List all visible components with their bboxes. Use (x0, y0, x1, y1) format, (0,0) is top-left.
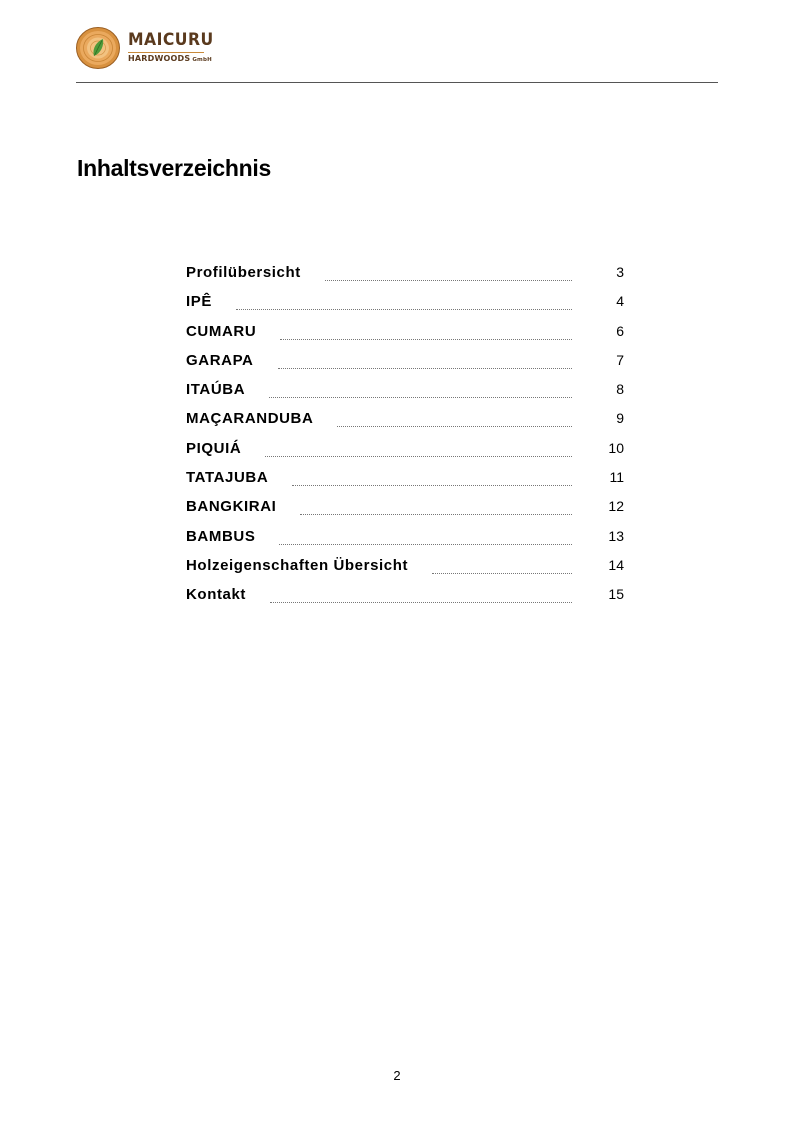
toc-dot-leader (292, 485, 572, 486)
page-header (76, 27, 718, 83)
toc-dot-leader (278, 368, 573, 369)
toc-dot-leader (236, 309, 572, 310)
toc-entry-page: 10 (608, 439, 624, 456)
toc-entry[interactable] (186, 381, 624, 410)
toc-entry-page: 11 (609, 469, 624, 486)
header-divider (76, 82, 718, 83)
toc-dot-leader (269, 397, 572, 398)
toc-dot-leader (432, 573, 572, 574)
toc-entry[interactable] (186, 469, 624, 498)
toc-entry[interactable] (186, 293, 624, 322)
company-logo (76, 27, 221, 69)
toc-entry-page: 4 (616, 293, 624, 310)
page-title: Inhaltsverzeichnis (77, 155, 272, 181)
toc-entry-label: TATAJUBA (186, 469, 269, 487)
toc-entry[interactable] (186, 498, 624, 527)
toc-entry[interactable] (186, 323, 624, 352)
brand-subtitle (128, 55, 221, 64)
toc-entry-label: BANGKIRAI (186, 498, 277, 516)
toc-entry-page: 9 (616, 410, 624, 427)
toc-entry-label: Profilübersicht (186, 264, 301, 281)
toc-entry[interactable] (186, 586, 624, 615)
toc-entry-page: 12 (608, 498, 624, 515)
toc-entry-label: IPÊ (186, 293, 212, 311)
wood-log-icon (76, 27, 120, 69)
toc-entry-label: ITAÚBA (186, 381, 246, 399)
toc-entry[interactable] (186, 264, 624, 293)
toc-entry-page: 6 (616, 322, 624, 339)
toc-dot-leader (270, 602, 572, 603)
brand-suffix: GmbH (192, 57, 212, 64)
toc-entry[interactable] (186, 352, 624, 381)
toc-entry[interactable] (186, 410, 624, 439)
toc-entry-label: MAÇARANDUBA (186, 410, 314, 428)
table-of-contents (186, 264, 624, 616)
toc-entry-page: 15 (608, 586, 624, 603)
toc-entry-label: Kontakt (186, 586, 247, 604)
toc-dot-leader (337, 426, 572, 427)
toc-entry-page: 14 (608, 556, 624, 573)
toc-entry-label: BAMBUS (186, 527, 256, 545)
toc-entry-page: 8 (616, 381, 624, 398)
toc-entry[interactable] (186, 440, 624, 469)
toc-entry-label: Holzeigenschaften Übersicht (186, 556, 409, 574)
toc-entry[interactable] (186, 528, 624, 557)
brand-divider (128, 52, 204, 53)
toc-dot-leader (300, 514, 572, 515)
toc-dot-leader (280, 339, 572, 340)
brand-sub-text: HARDWOODS (128, 54, 191, 64)
toc-entry-page: 3 (616, 264, 624, 280)
toc-entry-page: 13 (608, 527, 624, 544)
toc-dot-leader (279, 544, 572, 545)
toc-entry-label: GARAPA (186, 351, 254, 369)
logo-wordmark (128, 32, 221, 64)
toc-entry[interactable] (186, 557, 624, 586)
page-number: 2 (393, 1068, 401, 1083)
toc-dot-leader (325, 280, 572, 281)
toc-entry-label: PIQUIÁ (186, 439, 242, 457)
toc-entry-label: CUMARU (186, 322, 257, 340)
toc-dot-leader (265, 456, 572, 457)
toc-entry-page: 7 (616, 351, 624, 368)
brand-name: MAICURU (128, 30, 214, 51)
